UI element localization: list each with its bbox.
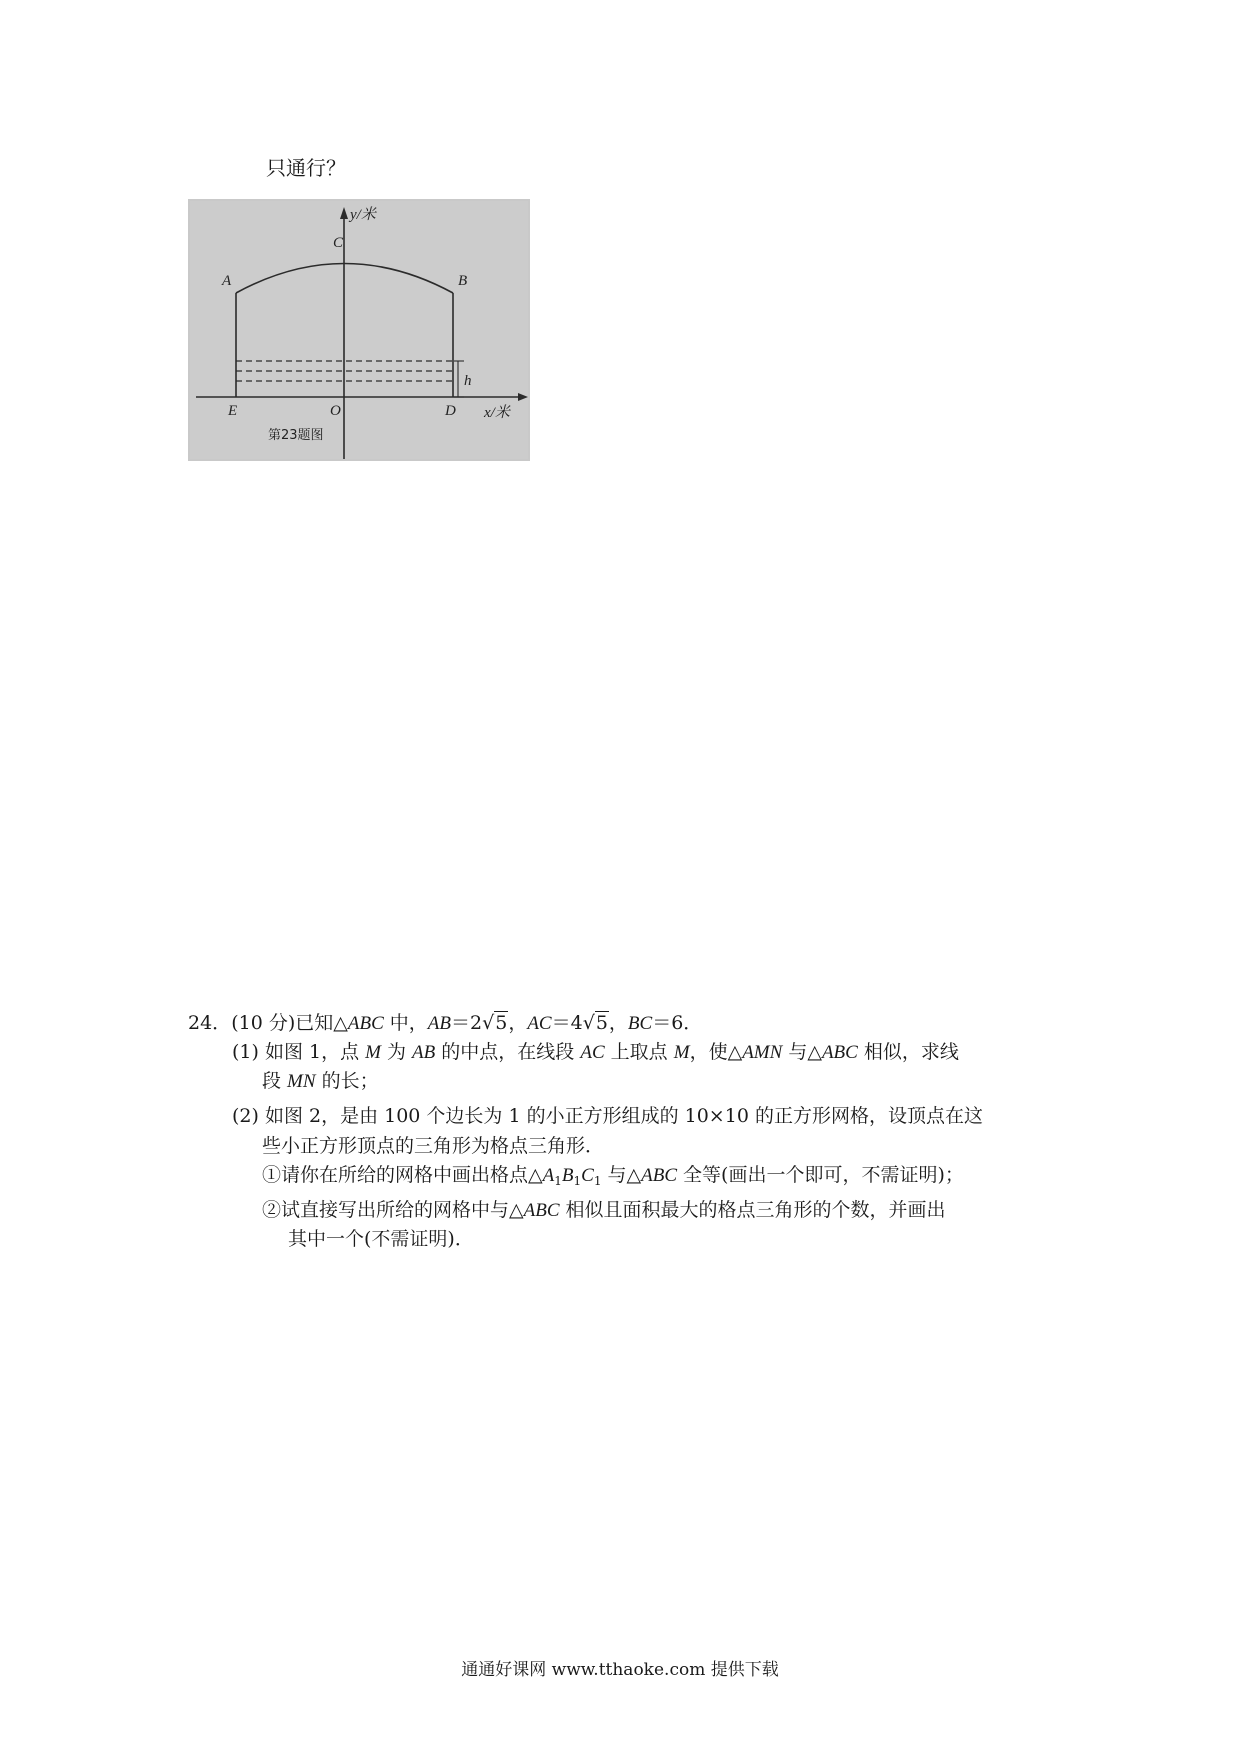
point-label-a: A — [222, 273, 232, 289]
question-24-subquestion-2-line-2: 其中一个(不需证明)． — [288, 1228, 474, 1250]
figure-caption: 第23题图 — [268, 428, 324, 443]
question-23-figure — [188, 199, 530, 461]
x-axis-label: x/米 — [484, 405, 510, 421]
question-24-line-1: 24．(10 分)已知△ABC 中，AB＝2√5，AC＝4√5，BC＝6． — [188, 1012, 703, 1034]
question-23-fragment: 只通行？ — [266, 156, 346, 180]
point-label-b: B — [458, 273, 468, 289]
question-24-part-2-line-2: 些小正方形顶点的三角形为格点三角形． — [262, 1135, 605, 1157]
question-24-part-2-line-1: (2) 如图 2，是由 100 个边长为 1 的小正方形组成的 10×10 的正方形网格，设顶点在这 — [232, 1105, 983, 1127]
point-label-e: E — [228, 403, 238, 419]
question-24-subquestion-2-line-1: ②试直接写出所给的网格中与△ABC 相似且面积最大的格点三角形的个数，并画出 — [262, 1199, 946, 1221]
y-axis-label: y/米 — [350, 207, 376, 223]
point-label-d: D — [445, 403, 456, 419]
point-label-c: C — [333, 235, 344, 251]
question-24-subquestion-1: ①请你在所给的网格中画出格点$\triangle A_1B_1C_1$ 与△ABC 全等(画出一个即可，不需证明)； — [262, 1164, 964, 1188]
question-24-part-1-line-2: 段 MN 的长； — [262, 1070, 379, 1092]
point-label-o: O — [330, 403, 341, 419]
height-label: h — [464, 373, 472, 389]
footer-source: 通通好课网 www.tthaoke.com 提供下载 — [461, 1660, 779, 1680]
question-24-part-1-line-1: (1) 如图 1，点 M 为 AB 的中点，在线段 AC 上取点 M，使△AMN 与△ABC 相似，求线 — [232, 1041, 959, 1063]
